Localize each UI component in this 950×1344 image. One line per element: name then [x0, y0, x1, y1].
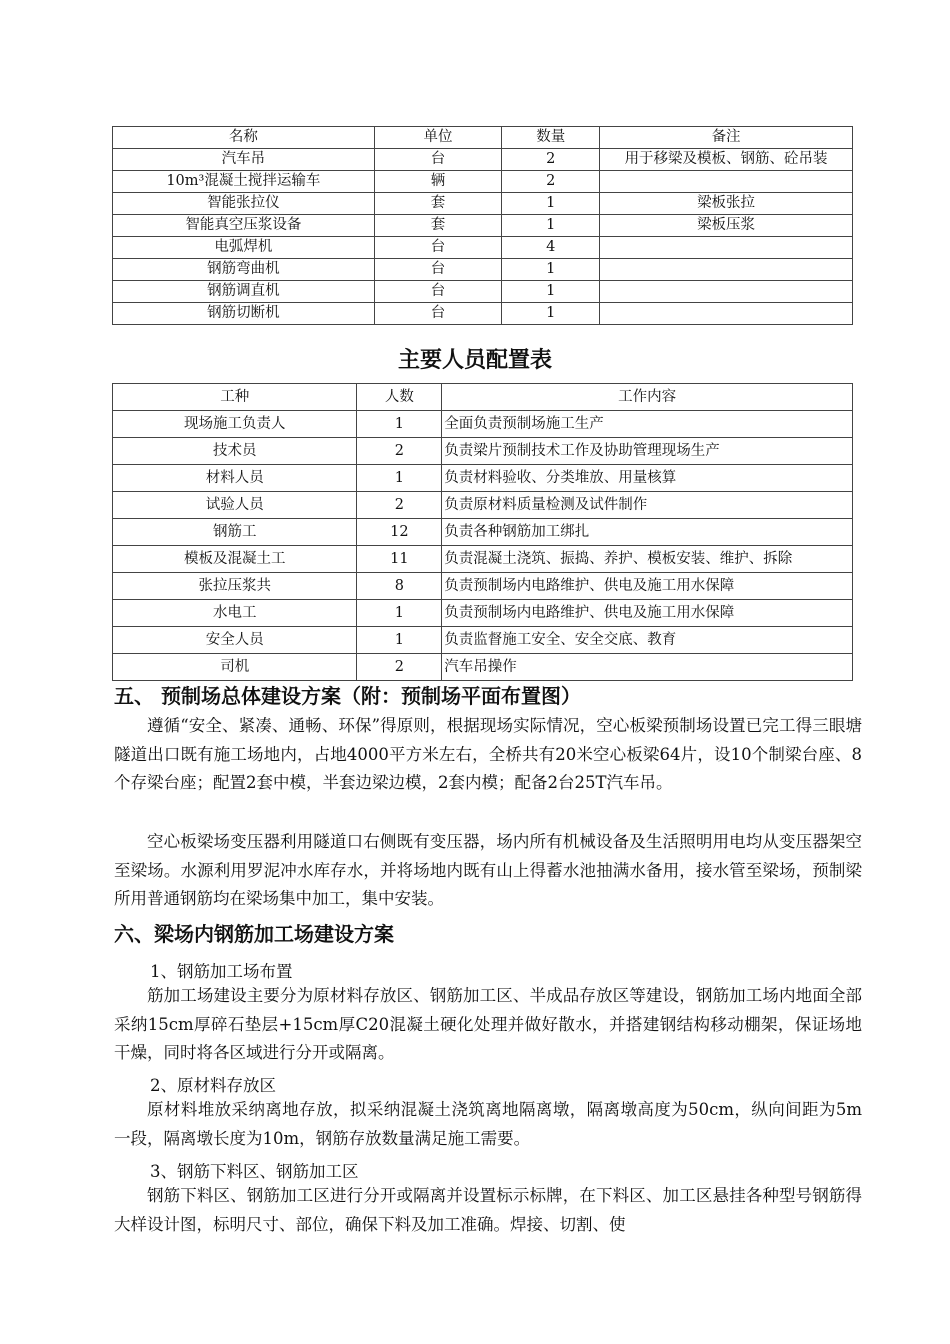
- col-header-name: 名称: [113, 127, 375, 149]
- cell-name: 钢筋切断机: [113, 303, 375, 325]
- cell-trade: 材料人员: [113, 465, 357, 492]
- table-row: [113, 546, 853, 573]
- subsection-1-heading: 1、钢筋加工场布置: [150, 962, 293, 981]
- table-row: [113, 654, 853, 681]
- table-row: [113, 600, 853, 627]
- section5-paragraph-2: 空心板梁场变压器利用隧道口右侧既有变压器，场内所有机械设备及生活照明用电均从变压器架空至梁场。水源利用罗泥冲水库存水，并将场地内既有山上得蓄水池抽满水备用，接水管至梁场，预制梁所用普通钢筋均在梁场集中加工，集中安装。: [114, 832, 862, 908]
- cell-quantity: 1: [502, 193, 600, 215]
- cell-unit: 台: [374, 259, 502, 281]
- cell-duty: 负责预制场内电路维护、供电及施工用水保障: [442, 600, 853, 627]
- cell-duty: 全面负责预制场施工生产: [442, 411, 853, 438]
- staff-table-title: 主要人员配置表: [397, 347, 552, 373]
- cell-count: 1: [357, 627, 442, 654]
- cell-remark: 梁板压浆: [600, 215, 853, 237]
- section6-paragraph-2: 原材料堆放采纳离地存放，拟采纳混凝土浇筑离地隔离墩，隔离墩高度为50cm，纵向间距为5m一段，隔离墩长度为10m，钢筋存放数量满足施工需要。: [114, 1100, 862, 1148]
- col-header-trade: 工种: [113, 384, 357, 411]
- cell-remark: [600, 171, 853, 193]
- col-header-remark: 备注: [600, 127, 853, 149]
- section5-paragraph-1: 遵循“安全、紧凑、通畅、环保”得原则，根据现场实际情况，空心板梁预制场设置已完工得三眼塘隧道出口既有施工场地内，占地4000平方米左右，全桥共有20米空心板梁64片，设10个制梁台座、8个存梁台座；配置2套中模，半套边梁边模，2套内模；配备2台25T汽车吊。: [114, 716, 862, 792]
- table-row: [113, 281, 853, 303]
- cell-trade: 张拉压浆共: [113, 573, 357, 600]
- cell-remark: 梁板张拉: [600, 193, 853, 215]
- cell-count: 2: [357, 654, 442, 681]
- equipment-table: [112, 126, 853, 325]
- cell-name: 智能真空压浆设备: [113, 215, 375, 237]
- cell-duty: 负责材料验收、分类堆放、用量核算: [442, 465, 853, 492]
- cell-quantity: 4: [502, 237, 600, 259]
- cell-unit: 套: [374, 215, 502, 237]
- col-header-count: 人数: [357, 384, 442, 411]
- table-row: [113, 573, 853, 600]
- table-row: [113, 519, 853, 546]
- table-row: [113, 193, 853, 215]
- subsection-3-heading: 3、钢筋下料区、钢筋加工区: [150, 1162, 359, 1181]
- cell-trade: 钢筋工: [113, 519, 357, 546]
- cell-count: 1: [357, 600, 442, 627]
- cell-unit: 套: [374, 193, 502, 215]
- cell-name: 电弧焊机: [113, 237, 375, 259]
- cell-trade: 试验人员: [113, 492, 357, 519]
- cell-trade: 模板及混凝土工: [113, 546, 357, 573]
- cell-count: 8: [357, 573, 442, 600]
- table-row: [113, 465, 853, 492]
- table-row: [113, 149, 853, 171]
- cell-name: 汽车吊: [113, 149, 375, 171]
- cell-name: 10m³混凝土搅拌运输车: [113, 171, 375, 193]
- cell-unit: 台: [374, 281, 502, 303]
- cell-remark: [600, 281, 853, 303]
- cell-name: 钢筋弯曲机: [113, 259, 375, 281]
- col-header-quantity: 数量: [502, 127, 600, 149]
- cell-remark: 用于移梁及模板、钢筋、砼吊装: [600, 149, 853, 171]
- cell-duty: 负责各种钢筋加工绑扎: [442, 519, 853, 546]
- table-header-row: [113, 384, 853, 411]
- table-row: [113, 411, 853, 438]
- cell-quantity: 1: [502, 303, 600, 325]
- cell-count: 2: [357, 492, 442, 519]
- cell-quantity: 2: [502, 171, 600, 193]
- table-row: [113, 215, 853, 237]
- table-row: [113, 438, 853, 465]
- table-row: [113, 492, 853, 519]
- cell-unit: 台: [374, 237, 502, 259]
- cell-count: 1: [357, 411, 442, 438]
- table-row: [113, 237, 853, 259]
- cell-quantity: 2: [502, 149, 600, 171]
- cell-quantity: 1: [502, 281, 600, 303]
- cell-duty: 负责预制场内电路维护、供电及施工用水保障: [442, 573, 853, 600]
- section6-paragraph-1: 筋加工场建设主要分为原材料存放区、钢筋加工区、半成品存放区等建设，钢筋加工场内地面全部采纳15cm厚碎石垫层+15cm厚C20混凝土硬化处理并做好散水，并搭建钢结构移动棚架，保证场地干燥，同时将各区域进行分开或隔离。: [114, 986, 862, 1062]
- cell-count: 2: [357, 438, 442, 465]
- cell-count: 12: [357, 519, 442, 546]
- cell-unit: 辆: [374, 171, 502, 193]
- subsection-2-heading: 2、原材料存放区: [150, 1076, 276, 1095]
- section6-paragraph-3: 钢筋下料区、钢筋加工区进行分开或隔离并设置标示标牌，在下料区、加工区悬挂各种型号钢筋得大样设计图，标明尺寸、部位，确保下料及加工准确。焊接、切割、使: [114, 1186, 862, 1234]
- cell-quantity: 1: [502, 259, 600, 281]
- cell-unit: 台: [374, 149, 502, 171]
- table-row: [113, 171, 853, 193]
- cell-trade: 司机: [113, 654, 357, 681]
- cell-trade: 水电工: [113, 600, 357, 627]
- cell-count: 1: [357, 465, 442, 492]
- cell-duty: 汽车吊操作: [442, 654, 853, 681]
- cell-name: 钢筋调直机: [113, 281, 375, 303]
- table-row: [113, 259, 853, 281]
- col-header-duty: 工作内容: [442, 384, 853, 411]
- cell-trade: 安全人员: [113, 627, 357, 654]
- table-header-row: [113, 127, 853, 149]
- cell-remark: [600, 259, 853, 281]
- cell-duty: 负责梁片预制技术工作及协助管理现场生产: [442, 438, 853, 465]
- cell-duty: 负责监督施工安全、安全交底、教育: [442, 627, 853, 654]
- cell-remark: [600, 303, 853, 325]
- cell-duty: 负责混凝土浇筑、振捣、养护、模板安装、维护、拆除: [442, 546, 853, 573]
- cell-name: 智能张拉仪: [113, 193, 375, 215]
- cell-count: 11: [357, 546, 442, 573]
- cell-trade: 现场施工负责人: [113, 411, 357, 438]
- cell-quantity: 1: [502, 215, 600, 237]
- cell-remark: [600, 237, 853, 259]
- staff-table: [112, 383, 853, 681]
- section6-heading: 六、梁场内钢筋加工场建设方案: [114, 922, 394, 946]
- cell-trade: 技术员: [113, 438, 357, 465]
- table-row: [113, 627, 853, 654]
- cell-unit: 台: [374, 303, 502, 325]
- col-header-unit: 单位: [374, 127, 502, 149]
- section5-heading: 五、 预制场总体建设方案（附：预制场平面布置图）: [114, 684, 581, 708]
- cell-duty: 负责原材料质量检测及试件制作: [442, 492, 853, 519]
- table-row: [113, 303, 853, 325]
